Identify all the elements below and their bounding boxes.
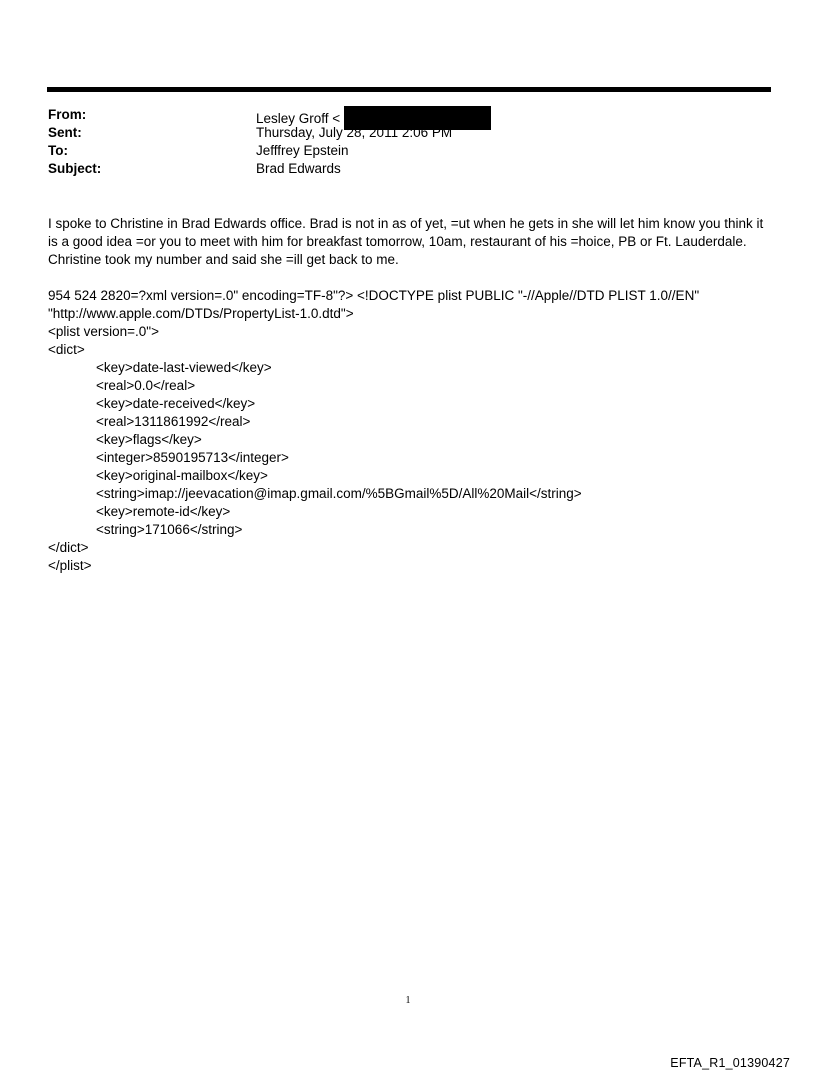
plist-line: 954 524 2820=?xml version=.0" encoding=TF-8"?> <!DOCTYPE plist PUBLIC "-//Apple//DTD PLIST 1.0//EN" <box>48 288 700 303</box>
dict-line: <string>imap://jeevacation@imap.gmail.com/%5BGmail%5D/All%20Mail</string> <box>96 486 582 501</box>
to-value: Jefffrey Epstein <box>256 143 349 158</box>
bates-number: EFTA_R1_01390427 <box>670 1056 790 1070</box>
page-number: 1 <box>405 995 411 1006</box>
dict-line: <key>flags</key> <box>96 432 202 447</box>
from-row <box>48 106 491 124</box>
plist-block <box>48 287 788 575</box>
subject-label: Subject: <box>48 161 102 176</box>
dict-line: <integer>8590195713</integer> <box>96 450 289 465</box>
dict-line: <key>date-received</key> <box>96 396 256 411</box>
dict-line: <key>date-last-viewed</key> <box>96 360 272 375</box>
dict-line: <real>1311861992</real> <box>96 414 251 429</box>
to-label: To: <box>48 143 68 158</box>
plist-closing-line: </dict> <box>48 540 89 555</box>
sent-label: Sent: <box>48 125 82 140</box>
subject-value: Brad Edwards <box>256 161 341 176</box>
header-rule <box>47 87 771 92</box>
plist-line: <dict> <box>48 342 85 357</box>
from-name: Lesley Groff < <box>256 111 341 126</box>
message-line: Christine took my number and said she =ill get back to me. <box>48 252 399 267</box>
dict-line: <string>171066</string> <box>96 522 243 537</box>
sent-value: Thursday, July 28, 2011 2:06 PM <box>256 125 453 140</box>
from-value <box>256 106 491 124</box>
subject-row <box>48 160 491 178</box>
plist-line: <plist version=.0"> <box>48 324 159 339</box>
message-line: I spoke to Christine in Brad Edwards office. Brad is not in as of yet, =ut when he gets in she will let him know you think it <box>48 216 764 231</box>
from-label: From: <box>48 107 87 122</box>
message-paragraph <box>48 215 788 269</box>
dict-line: <key>remote-id</key> <box>96 504 231 519</box>
message-line: is a good idea =or you to meet with him for breakfast tomorrow, 10am, restaurant of his =hoice, PB or Ft. Lauderdale. <box>48 234 747 249</box>
email-body <box>48 215 788 575</box>
plist-closing-line: </plist> <box>48 558 92 573</box>
dict-line: <key>original-mailbox</key> <box>96 468 268 483</box>
plist-line: "http://www.apple.com/DTDs/PropertyList-1.0.dtd"> <box>48 306 354 321</box>
sent-row <box>48 124 491 142</box>
to-row <box>48 142 491 160</box>
email-header <box>48 106 491 178</box>
dict-line: <real>0.0</real> <box>96 378 196 393</box>
